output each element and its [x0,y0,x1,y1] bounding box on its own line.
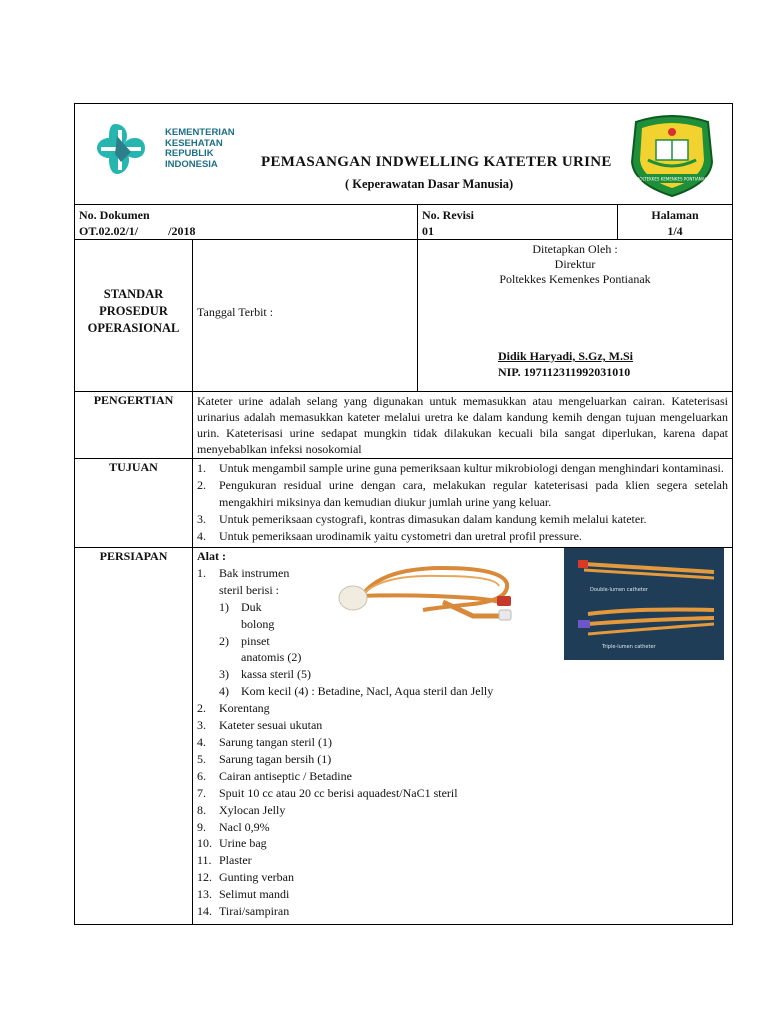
item-number: 7. [197,785,206,800]
sop-label [75,240,193,392]
sub-number: 3) [219,667,229,682]
sub-text: kassa steril (5) [241,667,311,682]
sop-row [75,240,733,392]
signature-block [418,240,733,392]
item-text: Bak instrumen [219,565,290,580]
item-text-cont: steril berisi : [219,582,279,597]
sop-label-line-3: OPERASIONAL [87,321,180,335]
persiapan-item [197,886,728,903]
item-text: Sarung tangan steril (1) [219,734,332,749]
persiapan-item [197,869,728,886]
item-text: Korentang [219,701,270,716]
item-text: Pengukuran residual urine dengan cara, melakukan regular kateterisasi pada klien segera setelah mengakhiri miksinya dan kemudian diukur jumlah urine yang keluar. [219,478,728,509]
tujuan-item [197,477,728,511]
sub-item [197,666,728,683]
item-number: 4. [197,734,206,749]
item-number: 10. [197,836,212,851]
item-text: Kateter sesuai ukutan [219,718,323,733]
item-number: 3. [197,718,206,733]
item-text: Untuk pemeriksaan cystografi, kontras dimasukan dalam kandung kemih melalui kateter. [219,512,647,526]
persiapan-item [197,768,728,785]
tujuan-row [75,459,733,548]
tujuan-item [197,460,728,477]
ditetapkan-block [422,240,728,287]
persiapan-list [193,548,733,925]
item-text: Urine bag [219,836,267,851]
sub-number: 1) [219,599,229,614]
ministry-line-1: KEMENTERIAN [165,127,235,138]
no-dokumen-label: No. Dokumen [79,208,150,222]
item-number: 12. [197,870,212,885]
halaman-cell [618,205,733,240]
item-number: 3. [197,512,206,526]
sop-document [74,103,732,925]
persiapan-item [197,700,728,717]
item-text: Nacl 0,9% [219,819,270,834]
persiapan-item [197,802,728,819]
halaman-value: 1/4 [667,224,683,238]
direktur-label: Direktur [554,257,596,271]
item-text: Gunting verban [219,870,294,885]
photo-label-triple: Triple-lumen catheter [602,644,656,650]
item-number: 4. [197,529,206,543]
persiapan-label: PERSIAPAN [75,548,193,925]
ministry-name [165,128,235,170]
persiapan-item [197,751,728,768]
item-number: 11. [197,853,212,868]
item-number: 14. [197,904,212,919]
sub-text-cont: bolong [241,616,275,631]
ministry-line-4: INDONESIA [165,158,218,170]
item-text: Untuk mengambil sample urine guna pemeriksaan kultur mikrobiologi dengan menghindari kontaminasi. [219,461,724,475]
document-header [75,104,733,205]
no-dokumen-cell [75,205,418,240]
tujuan-item [197,511,728,528]
item-text: Plaster [219,853,252,868]
crest-text: POLTEKKES KEMENKES PONTIANAK [636,176,708,182]
signatory-nip: NIP. 197112311992031010 [498,365,631,379]
alat-label: Alat : [197,549,226,563]
halaman-label: Halaman [651,208,699,222]
document-subtitle: ( Keperawatan Dasar Manusia) [345,177,514,191]
persiapan-item [197,734,728,751]
item-text: Xylocan Jelly [219,802,286,817]
sub-item [197,683,728,700]
persiapan-item [197,819,728,836]
item-number: 13. [197,887,212,902]
item-number: 1. [197,565,206,580]
persiapan-item [197,852,728,869]
poltekkes-crest [626,114,718,198]
persiapan-item [197,835,728,852]
item-number: 2. [197,478,206,492]
no-revisi-cell [418,205,618,240]
tujuan-label: TUJUAN [75,459,193,548]
sub-text: Kom kecil (4) : Betadine, Nacl, Aqua steril dan Jelly [241,684,494,699]
tanggal-terbit: Tanggal Terbit : [193,240,418,392]
pengertian-row [75,392,733,459]
ditetapkan-label: Ditetapkan Oleh : [532,242,618,256]
item-number: 5. [197,751,206,766]
item-text: Untuk pemeriksaan urodinamik yaitu cystometri dan uretral profil pressure. [219,529,582,543]
sub-text: Duk [241,599,262,614]
sub-number: 4) [219,684,229,699]
item-text: Cairan antiseptic / Betadine [219,768,352,783]
item-number: 2. [197,701,206,716]
catheter-types-photo [564,548,724,660]
persiapan-item [197,785,728,802]
item-number: 9. [197,819,206,834]
ministry-line-2: KESEHATAN [165,137,223,149]
sop-label-line-1: STANDAR [103,287,164,301]
photo-label-double: Double-lumen catheter [590,587,648,593]
item-number: 8. [197,802,206,817]
signatory-name: Didik Haryadi, S.Gz, M.Si [498,349,634,363]
document-info-row [75,205,733,240]
foley-catheter-image [323,554,523,644]
item-number: 6. [197,768,206,783]
pengertian-label: PENGERTIAN [75,392,193,459]
sub-text-cont: anatomis (2) [241,650,302,665]
instansi-label: Poltekkes Kemenkes Pontianak [499,272,651,286]
sub-number: 2) [219,633,229,648]
item-number: 1. [197,461,206,475]
no-dokumen-value: OT.02.02/1/ /2018 [79,224,196,238]
item-text: Selimut mandi [219,887,290,902]
sub-text: pinset [241,633,270,648]
tujuan-item [197,528,728,545]
item-text: Tirai/sampiran [219,904,290,919]
item-text: Spuit 10 cc atau 20 cc berisi aquadest/NaC1 steril [219,785,458,800]
item-text: Sarung tagan bersih (1) [219,751,332,766]
sop-label-line-2: PROSEDUR [99,304,168,318]
persiapan-row [75,548,733,925]
sop-table [74,103,733,925]
ministry-line-3: REPUBLIK [165,148,214,159]
signatory [498,348,633,380]
document-title: PEMASANGAN INDWELLING KATETER URINE [261,154,612,170]
persiapan-item [197,903,728,920]
no-revisi-value: 01 [422,224,434,238]
persiapan-item [197,717,728,734]
tujuan-list [193,459,733,548]
no-revisi-label: No. Revisi [422,208,474,222]
pengertian-text: Kateter urine adalah selang yang digunakan untuk memasukkan atau mengeluarkan cairan. Kateterisasi urinarius adalah memasukkan kateter melalui uretra ke dalam kandung kemih dengan tujuan mengeluarkan urin. Kateterisasi urine sedapat mungkin tidak dilakukan kecuali bila sangat diperlukan, karena dapat menyebablkan infeksi nosokomial [193,392,733,459]
